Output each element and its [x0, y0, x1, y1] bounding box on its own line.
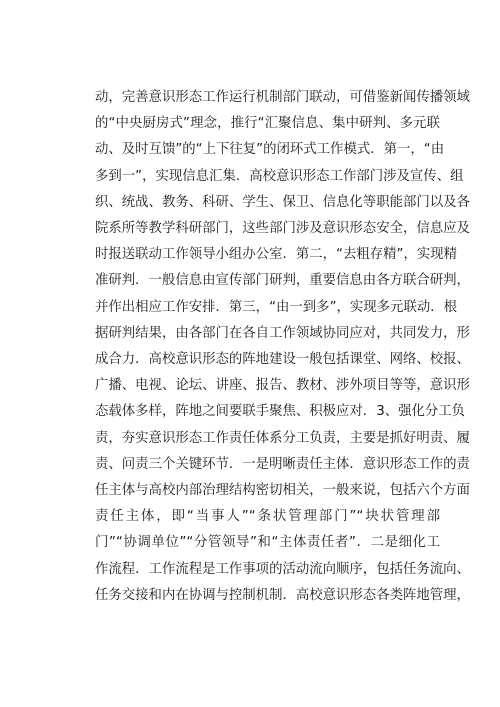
text-line: 的“中央厨房式”理念，推行“汇聚信息、集中研判、多元联 [95, 116, 440, 132]
text-line: 并作出相应工作安排．第三，“由一到多”，实现多元联动．根 [95, 299, 458, 315]
text-line: 动、及时互馈”的“上下往复”的闭环式工作模式．第一，“由 [95, 142, 445, 158]
text-line: 院系所等教学科研部门，这些部门涉及意识形态安全，信息应及 [95, 221, 470, 236]
text-line: 作流程．工作流程是工作事项的活动流向顺序，包括任务流向、 [95, 561, 470, 577]
text-line: 织、统战、教务、科研、学生、保卫、信息化等职能部门以及各 [95, 194, 470, 210]
text-line: 任主体与高校内部治理结构密切相关，一般来说，包括六个方面 [95, 483, 470, 498]
text-line: 门”“协调单位”“分管领导”和“主体责任者”．二是细化工 [95, 535, 440, 551]
text-line: 时报送联动工作领导小组办公室．第二，“去粗存精”，实现精 [95, 247, 458, 263]
text-line: 准研判．一般信息由宣传部门研判，重要信息由各方联合研判， [95, 273, 470, 289]
text-line: 责、问责三个关键环节．一是明晰责任主体．意识形态工作的责 [95, 456, 470, 472]
text-line: 责任主体，即“当事人”“条状管理部门”“块状管理部 [95, 509, 440, 525]
text-line: 据研判结果，由各部门在各自工作领域协同应对，共同发力，形 [95, 325, 470, 341]
text-line: 动，完善意识形态工作运行机制部门联动，可借鉴新闻传播领域 [95, 90, 470, 105]
text-line: 责，夯实意识形态工作责任体系分工负责，主要是抓好明责、履 [95, 430, 470, 446]
text-line: 多到一”，实现信息汇集．高校意识形态工作部门涉及宣传、组 [95, 168, 464, 184]
text-line: 态载体多样，阵地之间要联手聚焦、积极应对．3、强化分工负 [95, 404, 466, 420]
text-line: 广播、电视、论坛、讲座、报告、教材、涉外项目等等，意识形 [95, 378, 470, 394]
text-line: 成合力．高校意识形态的阵地建设一般包括课堂、网络、校报、 [95, 352, 470, 367]
text-line: 任务交接和内在协调与控制机制．高校意识形态各类阵地管理， [95, 587, 470, 603]
